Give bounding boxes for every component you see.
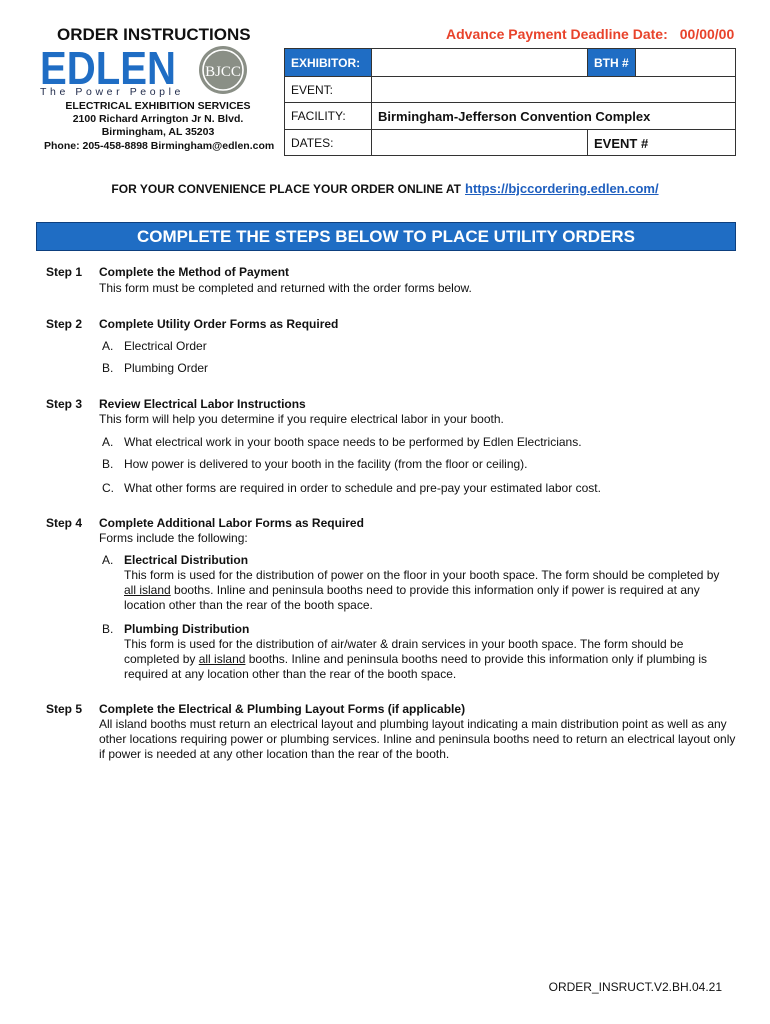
item-text: What electrical work in your booth space needs to be performed by Edlen Electricians.	[124, 435, 582, 449]
event-label: EVENT:	[291, 82, 334, 97]
online-order-text: FOR YOUR CONVENIENCE PLACE YOUR ORDER ONLINE AT	[111, 182, 461, 196]
step-desc: All island booths must return an electrical layout and plumbing layout indicating a main distribution point as well as any other locations requiring power or plumbing services. Inline and peninsula booths need to return an electrical layout only if power is needed at any other location than the rear of the booth.	[99, 717, 736, 761]
event-field[interactable]	[372, 77, 736, 102]
exhibitor-info-box	[284, 48, 736, 156]
exhibitor-field[interactable]	[372, 49, 587, 76]
facility-row	[285, 103, 735, 130]
item-title: Electrical Distribution	[124, 553, 249, 567]
dates-row	[285, 130, 735, 156]
step-title: Complete Additional Labor Forms as Required	[99, 516, 364, 530]
address-line2: Birmingham, AL 35203	[101, 126, 215, 138]
dates-field[interactable]	[372, 130, 587, 156]
item-text: Electrical Order	[124, 339, 207, 353]
bjcc-seal-icon	[198, 45, 248, 95]
step-title: Complete the Electrical & Plumbing Layout Forms (if applicable)	[99, 702, 466, 716]
order-link[interactable]: https://bjccordering.edlen.com/	[465, 181, 659, 196]
underlined-text: all island	[198, 652, 246, 666]
booth-field[interactable]	[636, 49, 736, 76]
online-order-note	[0, 181, 770, 196]
facility-value: Birmingham-Jefferson Convention Complex	[378, 108, 651, 124]
item-letter: B.	[102, 361, 114, 375]
event-row	[285, 77, 735, 103]
item-title: Plumbing Distribution	[124, 622, 250, 636]
underlined-text: all island	[124, 583, 171, 597]
item-letter: A.	[102, 339, 114, 353]
item-letter: A.	[102, 435, 114, 449]
phone-email: Phone: 205-458-8898 Birmingham@edlen.com	[44, 140, 275, 152]
step-title: Complete the Method of Payment	[99, 265, 290, 279]
deadline-label: Advance Payment Deadline Date:	[446, 26, 668, 42]
address-line1: 2100 Richard Arrington Jr N. Blvd.	[72, 113, 244, 125]
step-desc: Forms include the following:	[99, 531, 248, 545]
exhibitor-row	[285, 49, 735, 77]
item-letter: A.	[102, 553, 114, 567]
document-code: ORDER_INSRUCT.V2.BH.04.21	[548, 980, 722, 994]
company-name: ELECTRICAL EXHIBITION SERVICES	[65, 100, 251, 112]
step-label: Step 1	[46, 265, 83, 279]
step-title: Review Electrical Labor Instructions	[99, 397, 306, 411]
item-letter: B.	[102, 457, 114, 471]
step-label: Step 3	[46, 397, 83, 411]
company-info	[44, 100, 275, 153]
facility-label: FACILITY:	[291, 109, 346, 123]
step-title: Complete Utility Order Forms as Required	[99, 317, 339, 331]
item-text: Plumbing Order	[124, 361, 209, 375]
deadline-value: 00/00/00	[679, 26, 735, 42]
step-label: Step 4	[46, 516, 83, 530]
dates-label: DATES:	[291, 136, 334, 150]
deadline	[446, 26, 734, 42]
seal-text: BJCC	[205, 64, 241, 80]
item-letter: B.	[102, 622, 114, 636]
logo-text: EDLEN	[40, 47, 176, 94]
booth-label: BTH #	[588, 49, 635, 76]
item-text: How power is delivered to your booth in the facility (from the floor or ceiling).	[124, 457, 528, 471]
step-desc: This form will help you determine if you require electrical labor in your booth.	[99, 412, 504, 426]
item-text: What other forms are required in order to schedule and pre-pay your estimated labor cost.	[124, 481, 601, 495]
steps-banner: COMPLETE THE STEPS BELOW TO PLACE UTILITY ORDERS	[36, 222, 736, 251]
step-label: Step 5	[46, 702, 83, 716]
item-text: This form is used for the distribution of air/water & drain services in your booth space. The form should be completed by all island booths. Inline and peninsula booths need to provide this information only if plumbing is required at any location other than the rear of the booth space.	[124, 637, 708, 681]
page-title: ORDER INSTRUCTIONS	[57, 25, 251, 44]
event-number-label: EVENT #	[594, 135, 649, 151]
step-desc: This form must be completed and returned with the order forms below.	[99, 281, 472, 295]
item-letter: C.	[102, 481, 114, 495]
step-label: Step 2	[46, 317, 83, 331]
exhibitor-label: EXHIBITOR:	[285, 49, 371, 76]
tagline: The Power People	[40, 86, 184, 98]
item-text: This form is used for the distribution of power on the floor in your booth space. The form should be completed by all island booths. Inline and peninsula booths need to provide this information only if power is required at any location other than the rear of the booth space.	[124, 568, 720, 612]
